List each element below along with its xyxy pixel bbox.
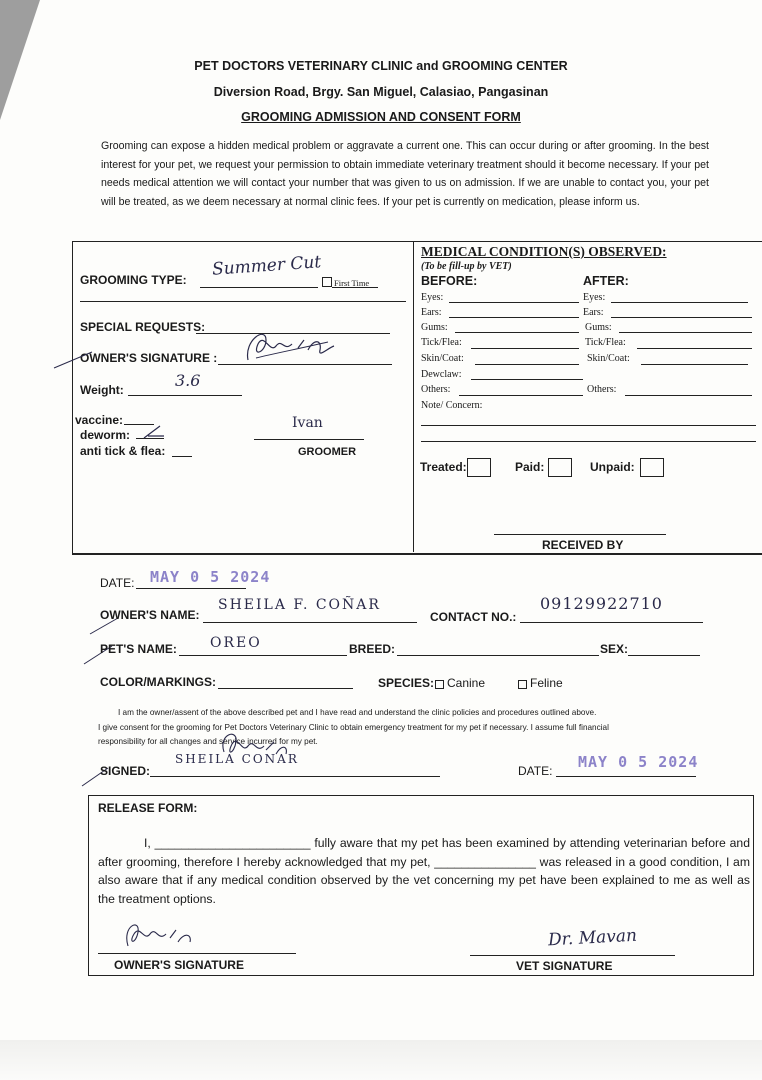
before-dewclaw-label: Dewclaw: [421,369,462,380]
canine-checkbox[interactable] [435,680,444,689]
owner-signature-mark [52,318,352,374]
pet-name-label: PET'S NAME: [100,642,177,656]
special-requests-label: SPECIAL REQUESTS: [80,320,206,334]
before-skin-label: Skin/Coat: [421,353,464,364]
unpaid-checkbox[interactable] [640,458,664,477]
contact-label: CONTACT NO.: [430,610,517,624]
deworm-check-mark [140,422,170,442]
after-label: AFTER: [583,274,629,288]
date-stamp[interactable]: MAY 0 5 2024 [150,568,271,586]
release-title: RELEASE FORM: [98,801,198,815]
weight-label: Weight: [80,383,124,397]
vaccine-label: vaccine: [75,413,124,427]
sex-label: SEX: [600,642,629,656]
before-eyes-label: Eyes: [421,292,444,303]
after-gums-label: Gums: [585,322,612,333]
date-label: DATE: [100,576,135,590]
intro-paragraph: Grooming can expose a hidden medical problem or aggravate a current one. This can occur during or after grooming. In the best interest for your pet, we request your permission to obtain immediate veterinary treatment should it become necessary. If your pet needs medical attention we will contact your number that was given to us on admission. If we are unable to contact you, your pet will be treated, as we deem necessary at normal clinic fees. If your pet is currently on medication, please inform us. [101,140,709,208]
before-label: BEFORE: [421,274,478,288]
paid-checkbox[interactable] [548,458,572,477]
received-by-label: RECEIVED BY [542,538,624,552]
medical-subtitle: (To be fill-up by VET) [421,261,512,272]
release-owner-signature-mark [116,916,206,952]
bottom-scan-edge [0,1040,762,1080]
vet-signature-value: Dr. Mavan [547,925,638,951]
anti-tick-label: anti tick & flea: [80,444,166,458]
clinic-name: PET DOCTORS VETERINARY CLINIC and GROOMING CENTER [194,59,568,73]
treated-checkbox[interactable] [467,458,491,477]
signed-label: SIGNED: [100,764,151,778]
after-skin-label: Skin/Coat: [587,353,630,364]
paid-label: Paid: [515,460,545,474]
pet-name-value[interactable]: OREO [210,635,262,651]
medical-title: MEDICAL CONDITION(S) OBSERVED: [421,244,667,259]
feline-checkbox[interactable] [518,680,527,689]
consent-line-2: I give consent for the grooming for Pet Doctors Veterinary Clinic to obtain emergency treatment for my pet if necessary. I assume full financial [98,723,609,732]
vet-signature-label: VET SIGNATURE [516,959,613,973]
breed-label: BREED: [349,642,396,656]
after-eyes-label: Eyes: [583,292,606,303]
treated-label: Treated: [420,460,467,474]
consent-line-1: I am the owner/assent of the above described pet and I have read and understand the clinic policies and procedures outlined above. [118,708,597,717]
clinic-address: Diversion Road, Brgy. San Miguel, Calasiao, Pangasinan [213,85,549,99]
first-time-label: First Time [334,278,370,288]
grooming-table [72,241,762,555]
owner-name-value[interactable]: SHEILA F. COÑAR [218,597,381,613]
form-title: GROOMING ADMISSION AND CONSENT FORM [241,110,521,124]
groomer-name[interactable]: Ivan [292,415,323,431]
release-body: I, _______________________ fully aware that my pet has been examined by attending veterinarian before and after grooming, therefore I hereby acknowledged that my pet, _______________ was released in a good condition, I am also aware that if any medical condition observed by the vet concerning my pet have been explained to me as well as the treatment options. [98,836,750,906]
species-label: SPECIES: [378,676,435,690]
consent-line-3: responsibility for all changes and service incurred for my pet. [98,737,318,746]
after-ears-label: Ears: [583,307,604,318]
consent-date-label: DATE: [518,764,553,778]
contact-value[interactable]: 09129922710 [540,594,663,613]
before-tick-label: Tick/Flea: [421,337,462,348]
after-others-label: Others: [587,384,617,395]
deworm-label: deworm: [80,428,131,442]
owner-signature-release-label: OWNER'S SIGNATURE [114,958,244,972]
after-tick-label: Tick/Flea: [585,337,626,348]
note-label: Note/ Concern: [421,400,483,411]
consent-date-stamp[interactable]: MAY 0 5 2024 [578,753,699,771]
table-divider [413,241,414,552]
before-ears-label: Ears: [421,307,442,318]
color-label: COLOR/MARKINGS: [100,675,216,689]
feline-label: Feline [530,676,563,690]
owner-signature-label: OWNER'S SIGNATURE : [80,351,218,365]
first-time-checkbox[interactable] [322,277,332,287]
groomer-label: GROOMER [298,446,357,458]
owner-name-label: OWNER'S NAME: [100,608,200,622]
unpaid-label: Unpaid: [590,460,635,474]
weight-value[interactable]: 3.6 [175,371,201,390]
before-gums-label: Gums: [421,322,448,333]
grooming-type-label: GROOMING TYPE: [80,273,187,287]
grooming-type-value[interactable]: Summer Cut [211,252,322,280]
signed-value[interactable]: SHEILA CONAR [175,752,299,766]
canine-label: Canine [447,676,486,690]
before-others-label: Others: [421,384,451,395]
